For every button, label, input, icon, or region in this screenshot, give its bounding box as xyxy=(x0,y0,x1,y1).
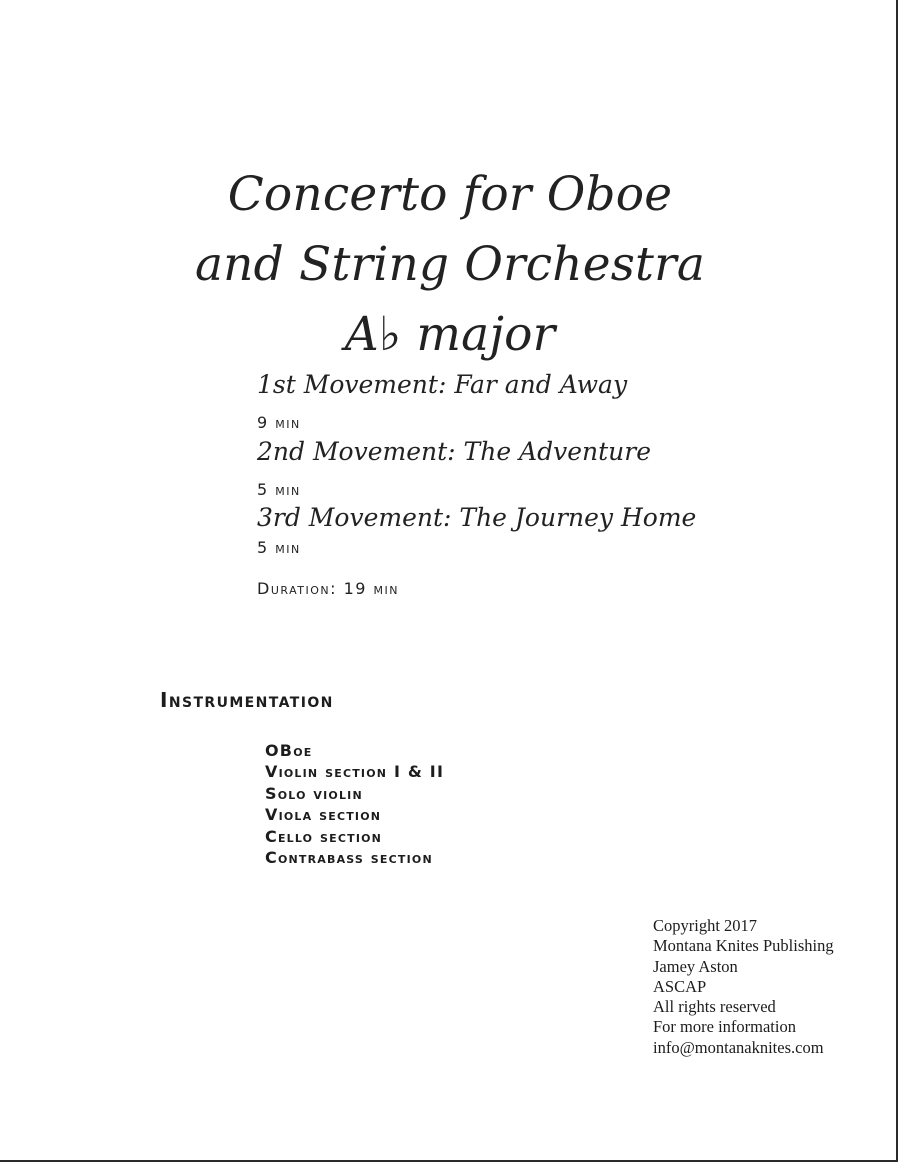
title-line-2: and String Orchestra xyxy=(194,237,706,292)
movement-3-duration: 5 min xyxy=(257,538,301,557)
movement-2-title: 2nd Movement: The Adventure xyxy=(257,437,652,466)
info-line: For more information xyxy=(653,1017,796,1037)
instrumentation-heading: Instrumentation xyxy=(160,688,334,712)
movement-1-duration: 9 min xyxy=(257,413,301,432)
title-line-1: Concerto for Oboe xyxy=(227,167,673,222)
movement-1-title: 1st Movement: Far and Away xyxy=(257,370,628,399)
title-key: A♭ major xyxy=(344,307,556,362)
copyright-line: Copyright 2017 xyxy=(653,916,758,935)
society-line: ASCAP xyxy=(653,976,707,996)
publisher-line: Montana Knites Publishing xyxy=(653,936,834,956)
composer-line: Jamey Aston xyxy=(653,956,738,976)
instrumentation-list xyxy=(265,740,444,868)
movement-2-duration: 5 min xyxy=(257,480,301,499)
instrument-item: Viola section xyxy=(265,805,382,825)
score-title xyxy=(0,160,900,370)
instrument-item: Contrabass section xyxy=(265,848,433,868)
instrument-item: OBoe xyxy=(265,741,313,760)
copyright-block xyxy=(653,916,834,1058)
instrument-item: Solo violin xyxy=(265,783,363,803)
rights-line: All rights reserved xyxy=(653,997,776,1017)
instrument-item: Cello section xyxy=(265,826,383,846)
movement-3-title: 3rd Movement: The Journey Home xyxy=(257,503,697,532)
instrument-item: Violin section I & II xyxy=(265,762,445,782)
total-duration: Duration: 19 min xyxy=(257,579,399,598)
contact-email: info@montanaknites.com xyxy=(653,1037,824,1057)
